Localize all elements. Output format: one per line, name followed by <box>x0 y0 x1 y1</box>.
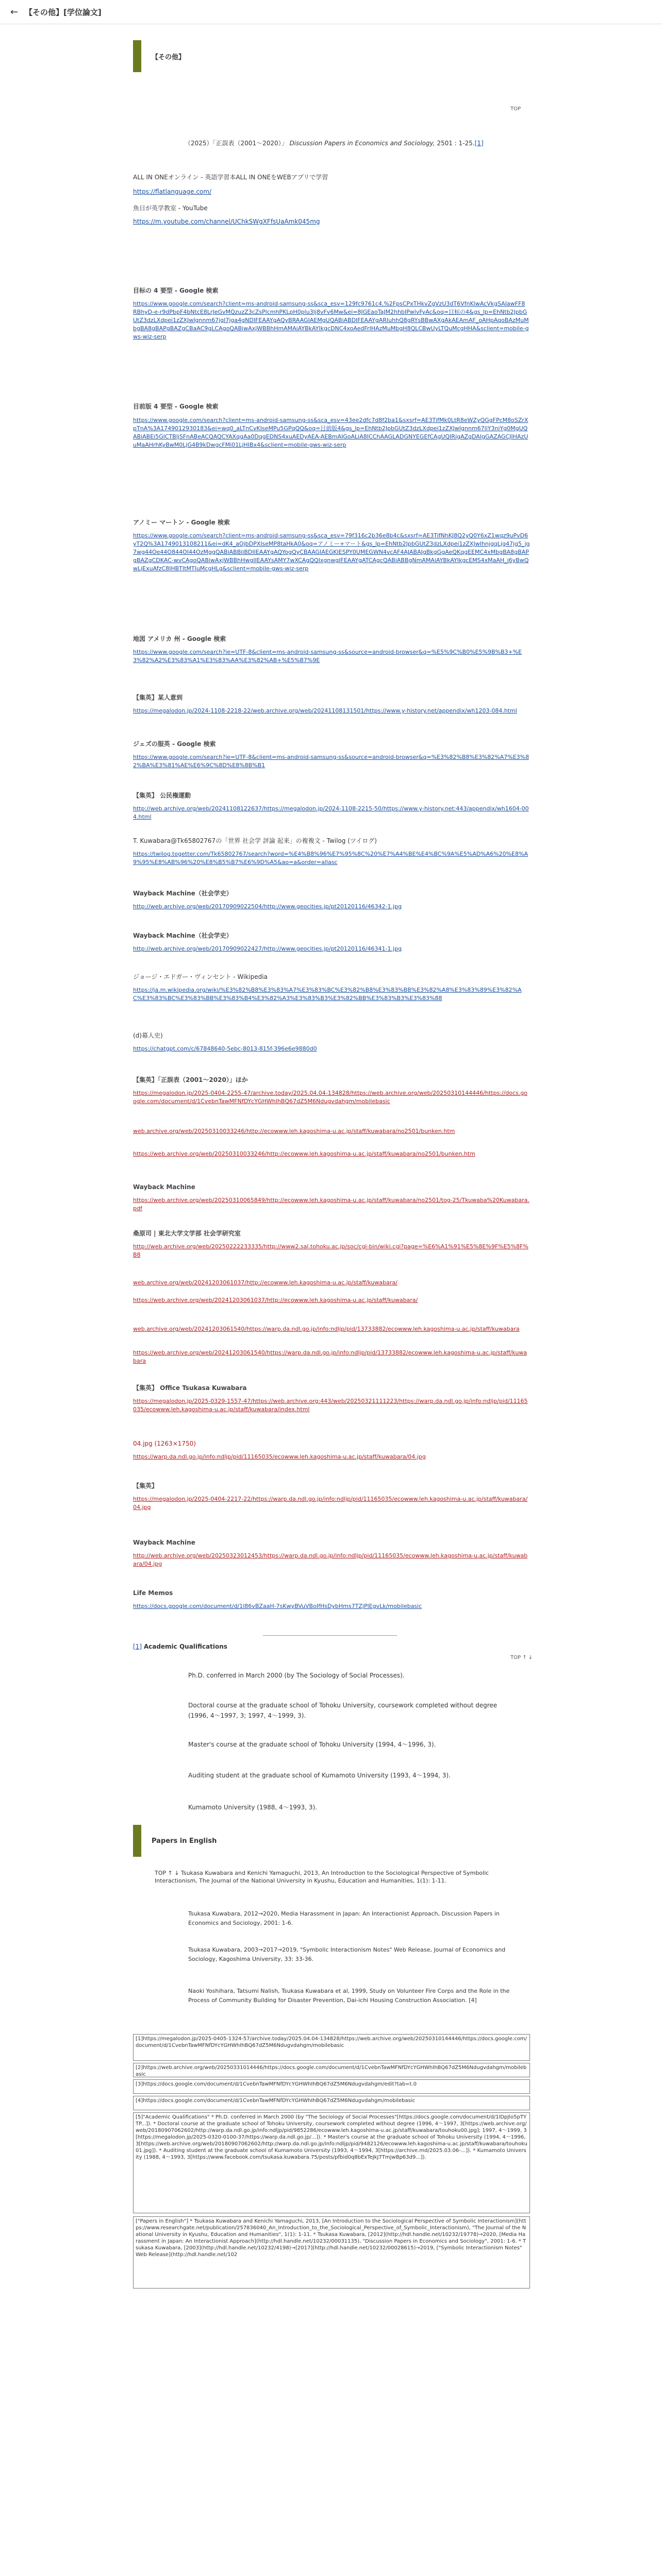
qual-2: Doctoral course at the graduate school of Tohoku University, coursework completed without degree (1996, 4〜1997, 3; 1997, 4〜1999, 3). <box>188 1702 498 1719</box>
r3-link[interactable]: https://web.archive.org/web/20250310033246/http://ecowww.leh.kagoshima-u.ac.jp/staff/kuwabara/no2501/bunken.htm <box>133 1150 475 1157</box>
paper-4: Naoki Yoshihara, Tatsumi Nalish, Tsukasa Kuwabara et al, 1999, Study on Volunteer Fire Corps and the Role in the Process of Community Building for Disaster Prevention, Dai-ichi Housing Construction Association. [4] <box>188 1988 510 2004</box>
top-link[interactable]: TOP <box>510 106 521 112</box>
footnote-box-5: [5]"Academic Qualifications" * Ph.D. conferred in March 2000 (by "The Sociology of Social Processes"[https://docs.google.com/document/d/1lDpJlo5pTYTP...]). * Doctoral course at the graduate school of Tohoku University, coursework completed without degree (1996, 4〜1997, 3[https://web.archive.org/web/20180907062602/http://warp.da.ndl.go.jp/info:ndljp/pid/9852286/ecowww.leh.kagoshima-u.ac.jp/staff/kuwabara/touhoku00.jpg]; 1997, 4〜1999, 3[https://megalodon.jp/2025-0320-0100-37/https://warp.da.ndl.go.jp/...]). * Master's course at the graduate school of Tohoku University (1994, 4〜1996, 3[https://web.archive.org/web/20180907062602/http://warp.da.ndl.go.jp/info:ndljp/pid/9482126/ecowww.leh.kagoshima-u.ac.jp/staff/kuwabara/touhoku01.jpg]). * Auditing student at the graduate school of Kumamoto University (1993, 4〜1994, 3[https://archive.md/2025.03.06-...]). * Kumamoto University (1988, 4〜1993, 3[https://www.facebook.com/tsukasa.kuwabara.75/posts/pfbid0q8bExTeJkJ7TmjwBp63d9...]). <box>133 2112 530 2213</box>
paper-1: TOP ↑ ↓ Tsukasa Kuwabara and Kenichi Yamaguchi, 2013, An Introduction to the Sociological Perspective of Symbolic Interactionism, The Journal of the National University in Kyushu, Education and Humanities, 1(1): 1-11. <box>155 1870 489 1884</box>
r11-link[interactable]: https://warp.da.ndl.go.jp/info:ndljp/pid/11165035/ecowww.leh.kagoshima-u.ac.jp/staff/kuwabara/04.jpg <box>133 1453 426 1460</box>
m1-label: 【集英】某人意到 <box>133 694 183 701</box>
r12-label: 【集英】 <box>133 1482 158 1489</box>
wb1-link[interactable]: http://web.archive.org/web/20170909022504/http://www.geocities.jp/pt20120116/46342-1.jpg <box>133 903 402 910</box>
paper-3: Tsukasa Kuwabara, 2003→2017→2019, "Symbolic Interactionism Notes" Web Release, Journal of Economics and Sociology, Kagoshima University, 33: 33-36. <box>188 1946 506 1962</box>
r5-link[interactable]: http://web.archive.org/web/20250222233335/http://www2.sal.tohoku.ac.jp/soc/cgi-bin/wiki.cgi?page=%E6%A1%91%E5%8E%9F%E5%8F%B8 <box>133 1243 528 1258</box>
divider <box>263 1635 397 1636</box>
youtube-label: 魚日が英学教室 - YouTube <box>133 205 208 212</box>
r4-link[interactable]: https://web.archive.org/web/20250310065849/http://ecowww.leh.kagoshima-u.ac.jp/staff/kuwabara/no2501/tog-25/Tkuwaba%20Kuwabara.pdf <box>133 1197 529 1212</box>
qual-3: Master's course at the graduate school of Tohoku University (1994, 4〜1996, 3). <box>188 1741 436 1748</box>
g2-link[interactable]: https://www.google.com/search?client=ms-android-samsung-ss&sca_esv=43ee2dfc7d8f2ba1&sxsrf=AE3TifMk0LtR8eWZyQGgFPcM8oSZrXpTnA%3A1749012930183&ei=wq0_aLTnCvKIseMPu5GPqQQ&oq=目前版4&gs_lp=EhNtb2JpbGUtZ3dzLXdpei1zZXJwIgnnm67liY3niYg0MgUQABiABEi5GlCTBljSFnABeACQAQCYAXqgAa0DqgEDNS4xuAEDyAEA-AEBmAIGoALiA8ICChAAGLADGNYEGEfCAgUQIRigAZgDAIgGAZAGCJIHAzUuMaAHrhKyBwM0LjG4B9kDwgcFMi01LjHIBx4&sclient=mobile-gws-wiz-serp <box>133 417 528 448</box>
paper-2: Tsukasa Kuwabara, 2012→2020, Media Harassment in Japan: An Interactionist Approach, Discussion Papers in Economics and Sociology, 2001: 1-6. <box>188 1910 500 1926</box>
header-bar <box>0 0 662 24</box>
lifememos-link[interactable]: https://docs.google.com/document/d/1l86vBZaaH-7sKwyBVuVBoIfHsDybHms7TZjPlEgvLk/mobilebasic <box>133 1603 422 1609</box>
g5-link[interactable]: https://www.google.com/search?ie=UTF-8&client=ms-android-samsung-ss&source=android-browser&q=%E3%82%B8%E3%82%A7%E3%82%BA%E3%81%AE%E6%9C%8D%E8%8B%B1 <box>133 754 529 769</box>
g5-label: ジェズの服英 - Google 検索 <box>133 740 216 748</box>
citation: （2025）「正誤表（2001〜2020）」 Discussion Papers in Economics and Sociology, 2501 : 1-25.[1] <box>185 140 484 147</box>
wb2-label: Wayback Machine（社会学史） <box>133 932 233 939</box>
twilog-label: T. Kuwabara@Tk65802767の「世界 社会学 評論 起来」の複複文 - Twilog (ツイログ) <box>133 837 377 844</box>
footnote-box-6: ["Papers in English"] * Tsukasa Kuwabara and Kenichi Yamaguchi, 2013, [An Introduction to the Sociological Perspective of Symbolic Interactionism](https://www.researchgate.net/publication/257836040_An_Introduction_to_the_Sociological_Perspective_of_Symbolic_Interactionism), "The Journal of the National University in Kyushu, Education and Humanities", 1(1): 1-11. * Tsukasa Kuwabara, [2012](http://hdl.handle.net/10232/19778)→2020, [Media Harassment in Japan: An Interactionist Approach](http://hdl.handle.net/10232/00031135), "Discussion Papers in Economics and Sociology", 2001: 1-6. * Tsukasa Kuwabara, [2003](http://hdl.handle.net/10232/4198)→[2017](http://hdl.handle.net/10232/00028615)→2019, ["Symbolic Interactionism Notes" Web Release](http://hdl.handle.net/102 <box>133 2216 530 2289</box>
m2-label: 【集英】 公民権運動 <box>133 792 191 799</box>
wb-red-label: Wayback Machine <box>133 1183 195 1191</box>
flatlanguage-link[interactable]: https://flatlanguage.com/ <box>133 188 211 195</box>
g3-label: アノミー マートン - Google 検索 <box>133 519 230 526</box>
g3-link[interactable]: https://www.google.com/search?client=ms-android-samsung-ss&sca_esv=79f316c2b36e8b4c&sxsrf=AE3TifNhKJ8Q2yQ0Y6xZ1wqz9uPvD6yT2Q%3A1749013108211&ei=dK4_aOjbDPXIseMP8taHkA0&oq=アノミー+マート&gs_lp=EhNtb2JpbGUtZ3dzLXdpei1zZXJwIhnjgqLjg47jg5_jg7wg44Oe44O844OI44OzMggQABiABBiiBDIIEAAYgAQYogQyCBAAGIAEGKIESPY0UMEGWN4vcAF4AJABAJgBkgGgAeQKqgEEMC4xMbgBA8gBAPgBAZgCDKAC-wvCAgoQABiwAxjWBBhHwgIIEAAYsAMY7wXCAgQQIxgnwgIFEAAYgATCAgcQABiABBgNmAMAiAYBkAYIkgcEMS4xMaAH_i6yBwQwLjExuAfzC8IHBTItMTIuMcgHLg&sclient=mobile-gws-wiz-serp <box>133 532 530 572</box>
r11-label: 04.jpg (1263×1750) <box>133 1440 196 1447</box>
twilog-link[interactable]: https://twilog.togetter.com/Tk65802767/search?word=%E4%B8%96%E7%95%8C%20%E7%A4%BE%E4%BC%9A%E5%AD%A6%20%E8%A9%95%E8%AB%96%20%E8%B5%B7%E6%9D%A5&ao=a&order=allasc <box>133 851 528 866</box>
g2-label: 目前版 4 要型 - Google 検索 <box>133 403 219 410</box>
r10-label: 【集英】 Office Tsukasa Kuwabara <box>133 1384 247 1392</box>
youtube-link[interactable]: https://m.youtube.com/channel/UChkSWgXFfsUaAmk045mg <box>133 218 320 225</box>
r12-link[interactable]: https://megalodon.jp/2025-0404-2217-22/https://warp.da.ndl.go.jp/info:ndljp/pid/11165035/ecowww.leh.kagoshima-u.ac.jp/staff/kuwabara/04.jpg <box>133 1496 528 1511</box>
g1-link[interactable]: https://www.google.com/search?client=ms-android-samsung-ss&sca_esv=129fc9761c4.%2FpsCPxTHkvZgVzU3dT6VfnKlwAcVkgSAIawFF8 RBhyD-e-r9dPbpF4bNtcE8LrJeGvMQzuzZ3cZsPlcmhPKLpH0plu3Ij8vFv6Mw&ei=8JGEaoTaJM2hhbIPwlvFyAc&oq=目标の4&gs_lp=EhNtb2JpbGUtZ3dzLXdpei1zZXJwIgnnm67jgI7jga4gNDIFEAAYgAQyBRAAGIAEMgUQABiABDIFEAAYgARIuhhQ8gRYsBBwAXgAkAEAmAF_oAHpAqoBAzMuMbgBA8gBAPgBAZgCBaAC9gLCAgoQABiwAxjWBBhHmAMAiAYBkAYIkgcDNC4xoAedFrIHAzMuMbgH8QLCBwUyLTQuMcgHHA&sclient=mobile-gws-wiz-serp <box>133 300 529 340</box>
r13-link[interactable]: http://web.archive.org/web/20250323012453/https://warp.da.ndl.go.jp/info:ndljp/pid/11165035/ecowww.leh.kagoshima-u.ac.jp/staff/kuwabara/04.jpg <box>133 1552 528 1567</box>
lifememos-label: Life Memos <box>133 1589 173 1597</box>
qual-top-link[interactable]: TOP ↑ ↓ <box>510 1655 533 1660</box>
r2-link[interactable]: web.archive.org/web/20250310033246/http://ecowww.leh.kagoshima-u.ac.jp/staff/kuwabara/no2501/bunken.htm <box>133 1128 455 1134</box>
wiki-link[interactable]: https://ja.m.wikipedia.org/wiki/%E3%82%B8%E3%83%A7%E3%83%BC%E3%82%B8%E3%83%BB%E3%82%A8%E3%83%89%E3%82%AC%E3%83%BC%E3%83%BB%E3%83%B4%E3%82%A3%E3%83%B3%E3%82%BB%E3%83%B3%E3%83%88 <box>133 987 522 1002</box>
qual-5: Kumamoto University (1988, 4〜1993, 3). <box>188 1804 317 1811</box>
r1-link[interactable]: https://megalodon.jp/2025-0404-2255-47/archive.today/2025.04.04-134828/https://web.archive.org/web/20250310144446/https://docs.google.com/document/d/1CvebnTawMFNfDYcYGHWhIhBQ67dZ5M6Ndugvdahgm/mobilebasic <box>133 1090 527 1105</box>
section-header-other: 【その他】 <box>133 40 543 72</box>
qual-4: Auditing student at the graduate school of Kumamoto University (1993, 4〜1994, 3). <box>188 1772 451 1779</box>
g4-link[interactable]: https://www.google.com/search?ie=UTF-8&client=ms-android-samsung-ss&source=android-browser&q=%E5%9C%B0%E5%9B%B3+%E3%82%A2%E3%83%A1%E3%83%AA%E3%82%AB+%E5%B7%9E <box>133 649 522 664</box>
footnote-box-2: [2]https://web.archive.org/web/20250331014446/https://docs.google.com/document/d/1CvebnTawMFNfDYcYGHWhIhBQ67dZ5M6Ndugvdahgm/mobilebasic <box>133 2063 530 2077</box>
footnote-box-3: [3]https://docs.google.com/document/d/1CvebnTawMFNfDYcYGHWhIhBQ67dZ5M6Ndugvdahgm/edit?tab=t.0 <box>133 2079 530 2094</box>
wb2-link[interactable]: http://web.archive.org/web/20170909022427/http://www.geocities.jp/pt20120116/46341-1.jpg <box>133 945 402 952</box>
r7-link[interactable]: https://web.archive.org/web/20241203061037/http://ecowww.leh.kagoshima-u.ac.jp/staff/kuwabara/ <box>133 1297 418 1303</box>
page-title: 【その他】[学位論文] <box>25 7 102 17</box>
r9-link[interactable]: https://web.archive.org/web/20241203061540/https://warp.da.ndl.go.jp/info:ndljp/pid/13733882/ecowww.leh.kagoshima-u.ac.jp/staff/kuwabara <box>133 1349 527 1364</box>
r6-link[interactable]: web.archive.org/web/20241203061037/http://ecowww.leh.kagoshima-u.ac.jp/staff/kuwabara/ <box>133 1279 398 1286</box>
m1-link[interactable]: https://megalodon.jp/2024-1108-2218-22/web.archive.org/web/20241108131501/https://www.y-history.net/appendix/wh1203-084.html <box>133 707 517 714</box>
chat-link[interactable]: https://chatgpt.com/c/67848640-5ebc-8013-815f-396e6e9880d0 <box>133 1045 317 1052</box>
wb2-red-label: Wayback Machine <box>133 1539 195 1546</box>
r5-label: 桑原司 | 東北大学文学部 社会学研究室 <box>133 1230 241 1237</box>
wb1-label: Wayback Machine（社会学史） <box>133 890 233 897</box>
allinone-text: ALL IN ONEオンライン - 英語学習本ALL IN ONEをWEBアプリで学習 <box>133 174 328 181</box>
g1-label: 目标の 4 要型 - Google 検索 <box>133 287 219 294</box>
chat-label: (d)幕人史) <box>133 1032 163 1039</box>
r8-link[interactable]: web.archive.org/web/20241203061540/https://warp.da.ndl.go.jp/info:ndljp/pid/13733882/ecowww.leh.kagoshima-u.ac.jp/staff/kuwabara <box>133 1326 520 1332</box>
back-arrow-icon[interactable]: ← <box>10 6 19 18</box>
qual-1: Ph.D. conferred in March 2000 (by The Sociology of Social Processes). <box>188 1672 405 1679</box>
footnote-box-1: [1]https://megalodon.jp/2025-0405-1324-57/archive.today/2025.04.04-134828/https://web.archive.org/web/20250310144446/https://docs.google.com/document/d/1CvebnTawMFNfDYcYGHWhIhBQ67dZ5M6Ndugvdahgm/mobilebasic <box>133 2034 530 2061</box>
m2-link[interactable]: http://web.archive.org/web/20241108122637/https://megalodon.jp/2024-1108-2215-50/https://www.y-history.net:443/appendix/wh1604-004.html <box>133 805 529 820</box>
g4-label: 地図 アメリカ 州 - Google 検索 <box>133 635 226 642</box>
footnote-box-4: [4]https://docs.google.com/document/d/1CvebnTawMFNfDYcYGHWhIhBQ67dZ5M6Ndugvdahgm/mobilebasic <box>133 2096 530 2110</box>
section-header-papers: Papers in English <box>133 1825 543 1857</box>
wiki-label: ジョージ・エドガー・ヴィンセント - Wikipedia <box>133 973 268 980</box>
r10-link[interactable]: https://megalodon.jp/2025-0329-1557-47/https://web.archive.org:443/web/20250321111223/https://warp.da.ndl.go.jp/info:ndljp/pid/11165035/ecowww.leh.kagoshima-u.ac.jp/staff/kuwabara/index.html <box>133 1398 528 1413</box>
r1-label: 【集英】「正誤表（2001〜2020）」ほか <box>133 1076 248 1083</box>
qual-heading: [1] Academic Qualifications <box>133 1643 227 1650</box>
